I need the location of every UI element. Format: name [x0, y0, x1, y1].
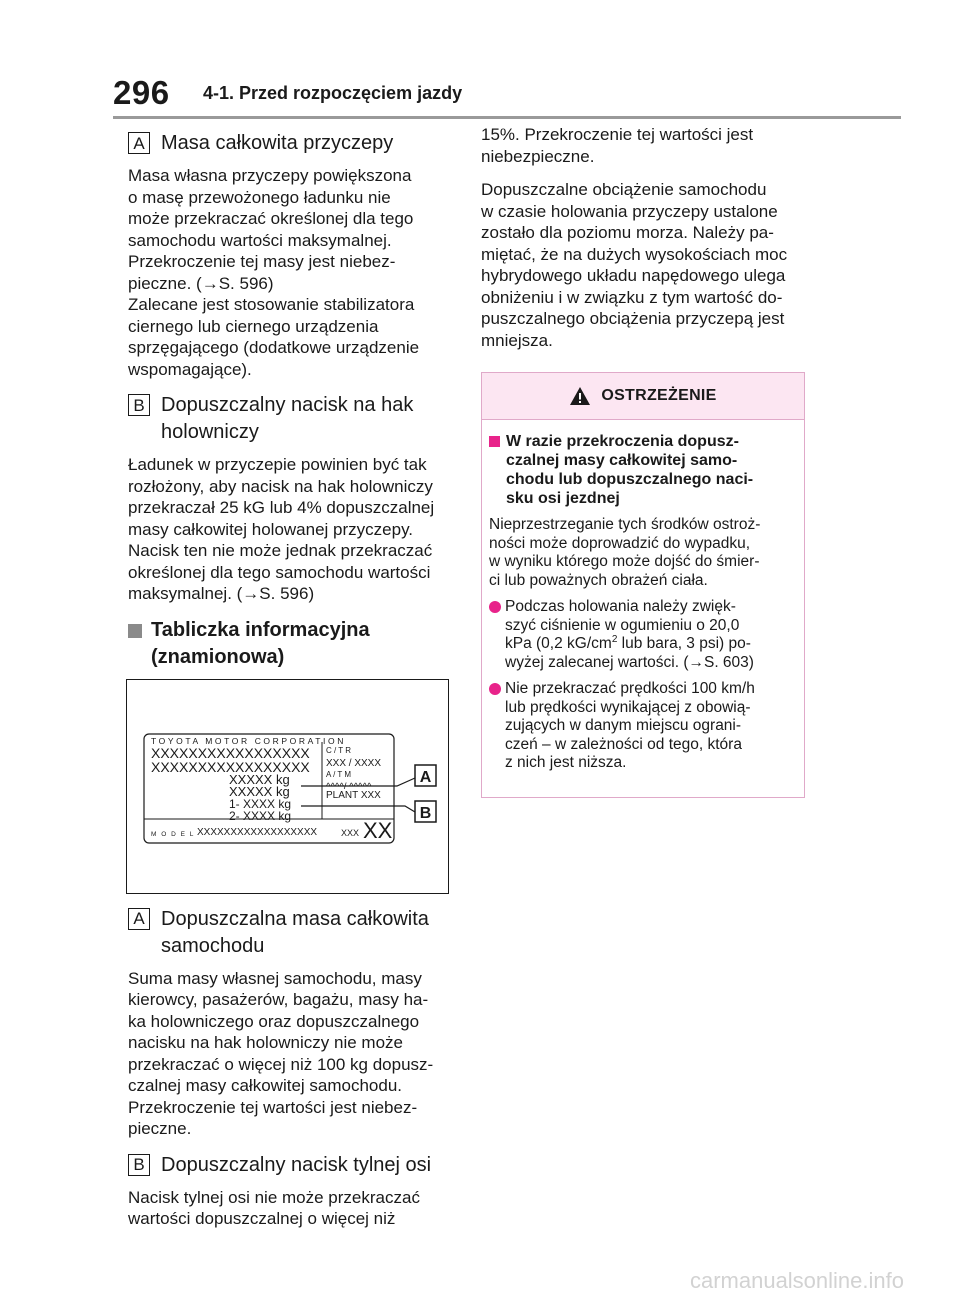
- plate-code-row: XXXXXXXXXXXXXXXXX: [151, 744, 310, 761]
- warning-heading-text: [506, 432, 753, 508]
- letter-a-badge: A: [128, 908, 150, 930]
- item-a2-text: [128, 968, 454, 1140]
- text-line: zostało dla poziomu morza. Należy pa-: [481, 223, 774, 242]
- text-line: mniejsza.: [481, 330, 553, 350]
- callout-b-label: B: [419, 804, 432, 822]
- text-line: Przekroczenie tej masy jest niebez-: [128, 252, 396, 271]
- text-line: hybrydowego układu napędowego ulega: [481, 266, 786, 285]
- text-line: zujących w danym miejscu ograni-: [505, 717, 742, 734]
- text-line: przekraczać o więcej niż 100 kg dopusz-: [128, 1054, 434, 1074]
- item-b2-heading: [128, 1152, 454, 1179]
- plate-plant: PLANT XXX: [326, 789, 381, 801]
- plate-code-row: XXXXXXXXXXXXXXXXX: [151, 758, 310, 775]
- item-a2-title: [161, 906, 429, 960]
- text-line: ności może doprowadzić do wypadku,: [489, 534, 751, 552]
- text-line: ci lub poważnych obrażeń ciała.: [489, 571, 708, 589]
- text-line: przekraczał 25 kG lub 4% dopuszczalnej: [128, 498, 435, 517]
- text-line: ciernego lub ciernego urządzenia: [128, 316, 379, 336]
- item-b2-text: [128, 1187, 454, 1230]
- plate-atm-value: ^^^^/ ^^^^^: [326, 780, 372, 792]
- warning-box: [481, 372, 805, 798]
- plate-ctr-label: C / T R: [326, 745, 352, 755]
- plate-brand: TOYOTA MOTOR CORPORATION: [151, 735, 346, 746]
- item-a-heading: [128, 130, 454, 157]
- item-a-title: Masa całkowita przyczepy: [161, 132, 394, 154]
- text-line: Ładunek w przyczepie powinien być tak: [128, 455, 427, 474]
- info-plate-illustration: [127, 680, 448, 893]
- warning-heading-line: sku osi jezdnej: [506, 490, 620, 507]
- warning-bullet-text: [505, 598, 754, 672]
- text-line: [505, 635, 754, 654]
- text-line: Nacisk tylnej osi nie może przekraczać: [128, 1187, 420, 1207]
- altitude-paragraph: [481, 179, 803, 351]
- superscript: 2: [611, 633, 618, 645]
- warning-text: [489, 516, 796, 590]
- text-line: wspomagające).: [128, 359, 252, 379]
- pink-bullet-icon: [489, 683, 501, 695]
- warning-triangle-icon: [569, 386, 591, 406]
- text-line: obniżeniu i w związku z tym wartość do-: [481, 287, 783, 307]
- text-line: czeń – w zależności od tego, która: [505, 735, 742, 753]
- right-column: [481, 124, 803, 798]
- text-line: ka holowniczego oraz dopuszczalnego: [128, 1011, 420, 1031]
- section-title-line: Tabliczka informacyjna: [151, 618, 370, 641]
- plate-weight: XXXXX kg: [229, 783, 290, 799]
- item-b-title: [161, 392, 413, 446]
- item-b-title-line: holowniczy: [161, 421, 259, 443]
- text-line: Nacisk ten nie może jednak przekraczać: [128, 541, 433, 560]
- text-line: z nich jest niższa.: [505, 754, 627, 771]
- text-line: pieczne.: [128, 1119, 192, 1138]
- text-fragment: lub bara, 3 psi) po-: [617, 635, 751, 652]
- text-line: 15%. Przekroczenie tej wartości jest: [481, 125, 754, 144]
- watermark: carmanualsonline.info: [689, 1268, 904, 1293]
- header-divider: [113, 116, 901, 119]
- letter-b-badge: B: [128, 1154, 150, 1176]
- warning-bullet: [489, 598, 796, 672]
- text-line: o masę przewożonego ładunku nie: [128, 187, 391, 207]
- text-line: samochodu wartości maksymalnej.: [128, 230, 392, 250]
- text-line: w czasie holowania przyczepy ustalone: [481, 201, 778, 221]
- pink-square-icon: [489, 436, 500, 447]
- text-line: puszczalnego obciążenia przyczepą jest: [481, 309, 785, 328]
- chapter-title: 4-1. Przed rozpoczęciem jazdy: [203, 83, 463, 103]
- plate-model-suffix: XXX: [341, 827, 360, 838]
- plate-weight: XXXXX kg: [229, 771, 290, 787]
- text-line: czalnej masy całkowitej samochodu.: [128, 1076, 403, 1095]
- info-plate-figure: [126, 679, 449, 894]
- text-line: nacisku na hak holowniczy nie może: [128, 1033, 403, 1052]
- text-line: Przekroczenie tej wartości jest niebez-: [128, 1097, 418, 1117]
- page-number: 296: [113, 74, 170, 111]
- text-line: Suma masy własnej samochodu, masy: [128, 968, 422, 988]
- plate-atm-label: A / T M: [326, 769, 352, 779]
- plate-ctr-value: XXX / XXXX: [326, 757, 382, 769]
- warning-bullet: [489, 680, 796, 773]
- text-line: Nie przekraczać prędkości 100 km/h: [505, 680, 755, 697]
- warning-title: OSTRZEŻENIE: [601, 387, 717, 404]
- letter-a-badge: A: [128, 132, 150, 154]
- item-a2-title-line: samochodu: [161, 934, 265, 957]
- text-line: Podczas holowania należy zwięk-: [505, 598, 736, 615]
- text-line: szyć ciśnienie w ogumieniu o 20,0: [505, 616, 740, 634]
- callout-line-b: [301, 806, 415, 812]
- item-a2-heading: [128, 906, 454, 960]
- text-line: wartości dopuszczalnej o więcej niż: [128, 1209, 396, 1228]
- text-line: kierowcy, pasażerów, bagażu, masy ha-: [128, 990, 429, 1009]
- warning-heading-line: czalnej masy całkowitej samo-: [506, 452, 738, 469]
- text-line: wyżej zalecanej wartości. (→S. 603): [505, 653, 754, 671]
- text-line: niebezpieczne.: [481, 146, 595, 166]
- warning-header: [482, 373, 804, 420]
- item-b-heading: [128, 392, 454, 446]
- continuation-paragraph: [481, 124, 803, 167]
- section-title: [151, 617, 370, 671]
- item-a2-title-line: Dopuszczalna masa całkowita: [161, 907, 429, 930]
- text-line: Nieprzestrzeganie tych środków ostroż-: [489, 516, 761, 533]
- warning-heading: [489, 432, 796, 508]
- callout-a-label: A: [419, 768, 432, 786]
- plate-model-label: M O D E L: [151, 830, 195, 838]
- plate-axle: 2- XXXX kg: [229, 808, 292, 823]
- item-b-text: [128, 454, 454, 605]
- left-column: [128, 130, 454, 1242]
- letter-b-badge: B: [128, 394, 150, 416]
- text-line: miętać, że na dużych wysokościach moc: [481, 244, 788, 264]
- section-title-line: (znamionowa): [151, 645, 285, 668]
- text-line: masy całkowitej holowanej przyczepy.: [128, 519, 414, 539]
- item-b2-title: Dopuszczalny nacisk tylnej osi: [161, 1153, 432, 1176]
- text-line: lub prędkości wynikającej z obowią-: [505, 698, 751, 716]
- text-line: rozłożony, aby nacisk na hak holowniczy: [128, 476, 433, 496]
- text-line: w wyniku którego może dojść do śmier-: [489, 553, 760, 570]
- text-line: określonej dla tego samochodu wartości: [128, 562, 431, 582]
- section-square-icon: [128, 624, 142, 638]
- warning-heading-line: chodu lub dopuszczalnego naci-: [506, 471, 754, 488]
- text-line: może przekraczać określonej dla tego: [128, 209, 414, 228]
- text-fragment: kPa (0,2 kG/cm: [505, 635, 612, 652]
- text-line: maksymalnej. (→S. 596): [128, 584, 315, 603]
- pink-bullet-icon: [489, 601, 501, 613]
- warning-heading-line: W razie przekroczenia dopusz-: [506, 433, 739, 450]
- warning-body: [482, 420, 804, 797]
- text-line: sprzęgającego (dodatkowe urządzenie: [128, 338, 420, 357]
- plate-axle: 1- XXXX kg: [229, 796, 292, 811]
- text-line: Zalecane jest stosowanie stabilizatora: [128, 295, 415, 314]
- plate-model-big: XX: [363, 817, 393, 843]
- text-line: pieczne. (→S. 596): [128, 273, 274, 293]
- item-b-title-line: Dopuszczalny nacisk na hak: [161, 394, 414, 416]
- item-a-text: [128, 165, 454, 380]
- plate-model-value: XXXXXXXXXXXXXXXXXX: [197, 826, 318, 838]
- text-line: Dopuszczalne obciążenie samochodu: [481, 180, 767, 199]
- text-line: Masa własna przyczepy powiększona: [128, 166, 412, 185]
- section-heading: [128, 617, 454, 671]
- warning-bullet-text: [505, 680, 755, 773]
